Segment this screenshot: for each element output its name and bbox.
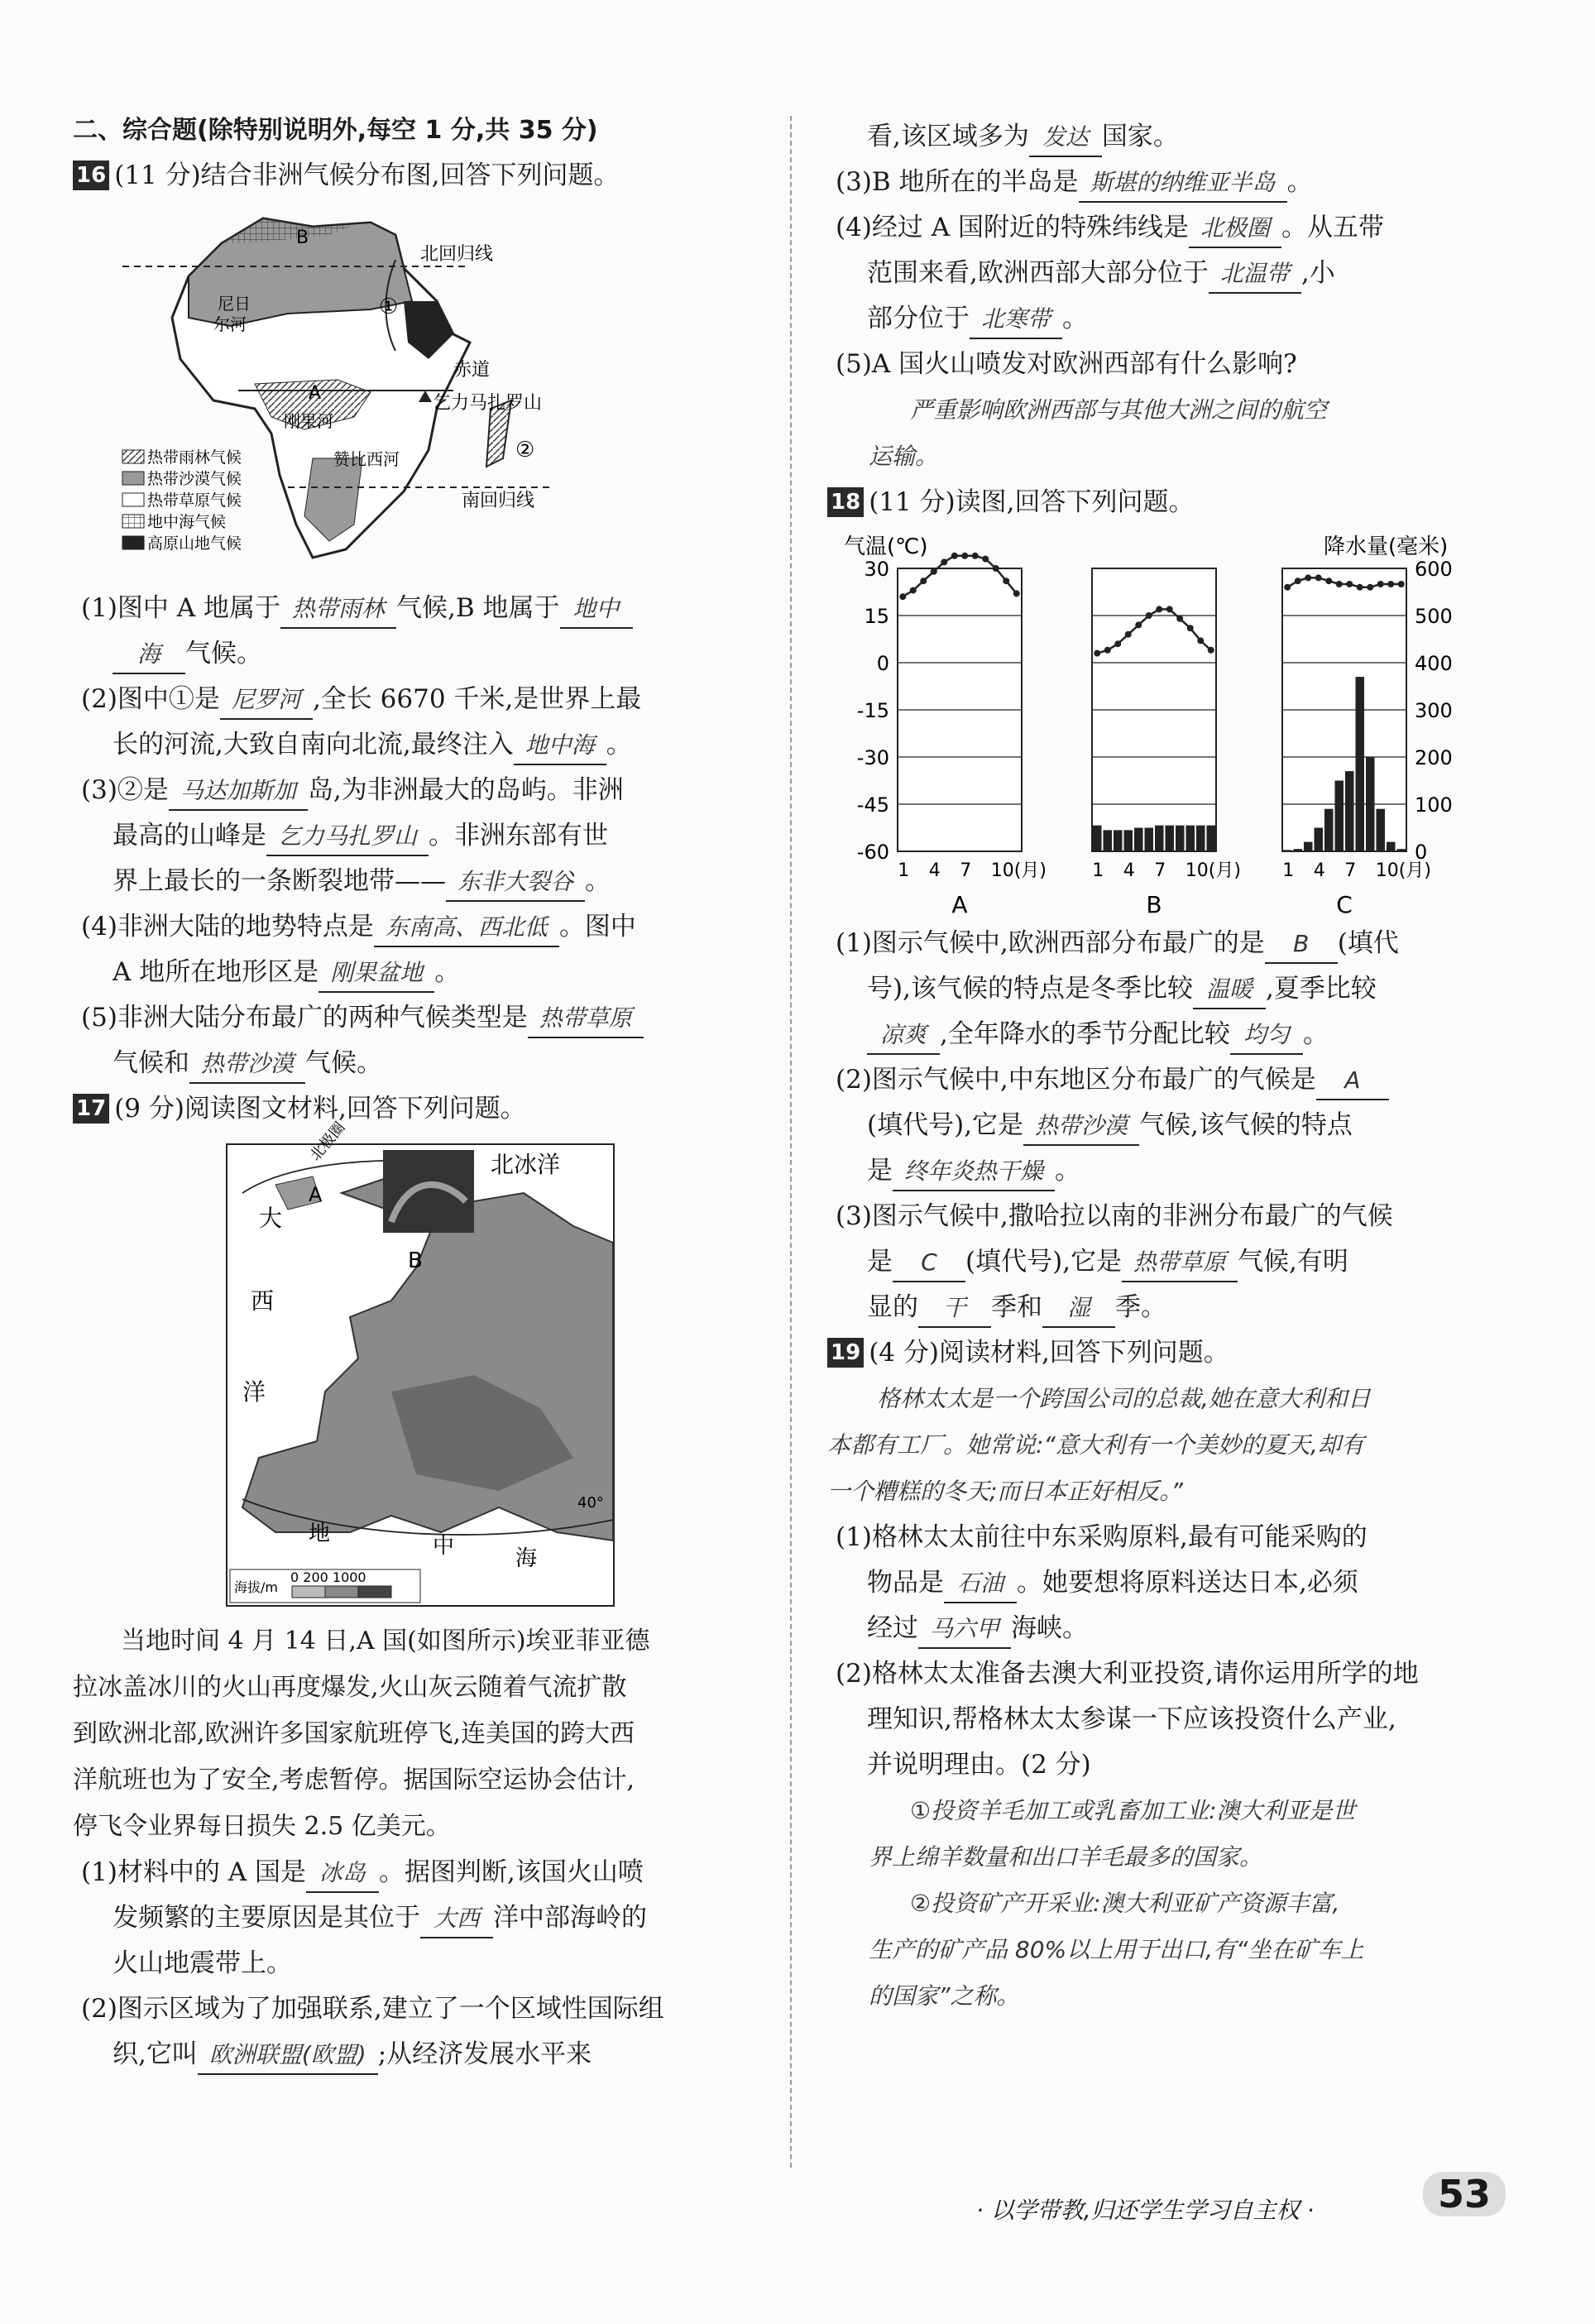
q17-p4: (4)经过 A 国附近的特殊纬线是 北极圈 。从五带 <box>827 205 1514 251</box>
map-label-niger-2: 尔河 <box>213 314 247 334</box>
x-tick-label: 7 <box>1344 860 1357 881</box>
temp-point <box>920 577 927 584</box>
temp-point <box>899 593 906 600</box>
q18-number: 18 <box>827 487 864 517</box>
map-label-arctic-circle: 北极圈 <box>306 1119 349 1165</box>
q17-p3: (3)B 地所在的半岛是 斯堪的纳维亚半岛 。 <box>827 160 1514 205</box>
answer-blank: B <box>1265 926 1338 964</box>
q16-p2: (2)图中①是 尼罗河 ,全长 6670 千米,是世界上最 <box>73 677 768 722</box>
svg-text:海拔/m: 海拔/m <box>234 1579 278 1595</box>
q18-p3: (3)图示气候中,撒哈拉以南的非洲分布最广的气候 <box>836 1201 1393 1231</box>
answer-blank: 地中海 <box>514 727 606 765</box>
q16-p5: (5)非洲大陆分布最广的两种气候类型是 热带草原 <box>73 995 768 1041</box>
climate-panel-a <box>898 553 1047 918</box>
temp-point <box>1176 616 1183 622</box>
q19-p1: (1)格林太太前往中东采购原料,最有可能采购的 <box>836 1522 1367 1552</box>
svg-text:热带雨林气候: 热带雨林气候 <box>147 448 242 467</box>
answer-blank: 大西 <box>420 1900 493 1938</box>
chart-panels <box>898 553 1431 918</box>
map-label-equator: 赤道 <box>453 360 491 381</box>
answer-blank: 欧洲联盟(欧盟) <box>198 2037 378 2075</box>
precip-bar <box>1345 771 1354 851</box>
climate-charts-svg <box>844 529 1489 918</box>
answer-blank: 热带雨林 <box>280 591 396 629</box>
footer-slogan: · 以学带教,归还学生学习自主权 · <box>976 2197 1315 2224</box>
answer-blank: 北温带 <box>1209 256 1301 294</box>
precip-bar <box>1356 677 1365 851</box>
panel-title: C <box>1336 891 1353 918</box>
panel-title: B <box>1146 891 1162 918</box>
europe-map-svg <box>226 1119 615 1607</box>
map-label-med1: 地 <box>309 1521 331 1546</box>
precip-axis-label: 降水量(毫米) <box>1324 534 1449 559</box>
answer-blank: 热带沙漠 <box>189 1046 305 1084</box>
answer-blank: 热带沙漠 <box>1023 1108 1139 1146</box>
precip-bar <box>1093 826 1102 851</box>
map-label-tropic-n: 北回归线 <box>420 244 494 265</box>
x-tick-label: 10(月) <box>1185 860 1241 881</box>
temp-point <box>1398 581 1405 587</box>
q16-p1: (1)图中 A 地属于 热带雨林 气候,B 地属于 地中 <box>73 586 768 631</box>
temp-point <box>1104 647 1111 654</box>
map-label-zambezi: 赞比西河 <box>333 449 400 469</box>
map-label-b: B <box>296 228 309 248</box>
map-label-lat: 40° <box>577 1494 604 1512</box>
x-tick-label: 7 <box>1154 860 1166 881</box>
precip-tick-label: 300 <box>1415 699 1453 722</box>
climate-panel-c <box>1282 568 1431 918</box>
precip-bar <box>1114 830 1123 851</box>
precip-tick-label: 600 <box>1415 558 1453 581</box>
answer-blank: 斯堪的纳维亚半岛 <box>1079 165 1287 203</box>
page-number: 53 <box>1423 2172 1506 2216</box>
map-label-kilimanjaro: 乞力马扎罗山 <box>433 393 543 414</box>
temp-tick-label: -60 <box>856 841 889 864</box>
climate-panel-b <box>1092 568 1241 918</box>
x-tick-label: 1 <box>1282 860 1295 881</box>
answer-blank: 湿 <box>1042 1290 1115 1328</box>
answer-blank: 海 <box>113 636 185 674</box>
temp-point <box>1197 637 1204 644</box>
q16-intro: 16 (11 分)结合非洲气候分布图,回答下列问题。 <box>73 153 768 199</box>
answer-blank: C <box>893 1244 965 1282</box>
precip-bar <box>1304 842 1313 851</box>
map-label-a: A <box>309 1183 323 1206</box>
map-label-med3: 海 <box>515 1546 538 1571</box>
europe-map <box>226 1119 768 1610</box>
panel-title: A <box>951 891 968 918</box>
africa-climate-map <box>122 210 768 577</box>
answer-blank: 乞力马扎罗山 <box>266 818 429 856</box>
temp-axis-label: 气温(℃) <box>844 534 928 559</box>
precip-tick-label: 500 <box>1415 605 1453 628</box>
precip-bar <box>1124 830 1133 851</box>
precip-bar <box>1186 826 1195 851</box>
q17-p5-answer-1: 严重影响欧洲西部与其他大洲之间的航空 <box>910 396 1328 424</box>
q19-p2: (2)格林太太准备去澳大利亚投资,请你运用所学的地 <box>836 1659 1419 1689</box>
x-tick-label: 4 <box>1313 860 1325 881</box>
precip-bar <box>1387 842 1396 851</box>
answer-blank: 热带草原 <box>528 1000 644 1038</box>
map-label-b: B <box>408 1248 423 1273</box>
precip-tick-label: 400 <box>1415 652 1453 675</box>
map-label-arctic: 北冰洋 <box>491 1151 561 1178</box>
map-label-atl3: 洋 <box>242 1378 266 1406</box>
svg-text:热带草原气候: 热带草原气候 <box>147 491 242 510</box>
right-column: 看,该区域多为 发达 国家。 (3)B 地所在的半岛是 斯堪的纳维亚半岛 。 (4)经过 A 国附近的特殊纬线是 北极圈 。从五带 范围来看,欧洲西部大部分位于 北温带 ,小 部分位于 北寒带 。 (5)A 国火山喷发对欧洲西部有什么影响? 严重影响欧洲西部与其他大洲之间的航空 运输。 18 (11 分)读图,回答下列问题。 气温(℃) 降水量(毫米) 30 15 0 -15 -30 -45 -60 600 500 400 300 200 100 0 1 4 7 10(月) A 1 4 7 10(月) B 1 4 7 10(月) C (1)图示气候中,欧洲西部分布最广的是 B (填代 号),该气候的特点是冬季比较 温暖 ,夏季比较 凉爽 ,全年降水的季节分配比较 均匀 。 (2)图示气候中,中东地区分布最广的气候是 A (填代号),它是 热带沙漠 气候,该气候的特点 是 终年炎热干燥 。 (3)图示气候中,撒哈拉以南的非洲分布最广的气候 是 C (填代号),它是 热带草原 气候,有明 显的 干 季和 湿 季。 19 (4 分)阅读材料,回答下列问题。 格林太太是一个跨国公司的总裁,她在意大利和日 本都有工厂。她常说:“意大利有一个美妙的夏天,却有 一个糟糕的冬天;而日本正好相反。” (1)格林太太前往中东采购原料,最有可能采购的 物品是 石油 。她要想将原料送达日本,必须 经过 马六甲 海峡。 (2)格林太太准备去澳大利亚投资,请你运用所学的地 理知识,帮格林太太参谋一下应该投资什么产业, 并说明理由。(2 分) ①投资羊毛加工或乳畜加工业:澳大利亚是世 界上绵羊数量和出口羊毛最多的国家。 ②投资矿产开采业:澳大利亚矿产资源丰富, 生产的矿产品 80%以上用于出口,有“坐在矿车上 的国家”之称。 <box>827 114 1514 2020</box>
volcano-photo <box>383 1150 474 1233</box>
q17-p5-answer-2: 运输。 <box>869 443 939 470</box>
precip-bar <box>1335 781 1344 852</box>
map-label-atl2: 西 <box>251 1287 275 1315</box>
x-tick-label: 4 <box>1123 860 1135 881</box>
precip-bar <box>1315 828 1324 852</box>
q16-number: 16 <box>73 161 109 190</box>
temp-point <box>972 553 979 559</box>
q17-number: 17 <box>73 1094 109 1124</box>
map-label-med2: 中 <box>433 1534 455 1559</box>
temp-point <box>1208 647 1214 654</box>
precip-bar <box>1155 826 1164 851</box>
q18-intro: 18 (11 分)读图,回答下列问题。 <box>827 480 1514 525</box>
answer-blank: 北寒带 <box>970 301 1062 339</box>
q17-p2: (2)图示区域为了加强联系,建立了一个区域性国际组 <box>81 1994 664 2024</box>
temp-ticks <box>857 558 889 864</box>
svg-text:0 200 1000: 0 200 1000 <box>290 1569 366 1585</box>
q16-p3: (3)②是 马达加斯加 岛,为非洲最大的岛屿。非洲 <box>73 768 768 813</box>
temp-tick-label: 0 <box>876 652 889 675</box>
q19-number: 19 <box>827 1338 864 1368</box>
q17-intro: 17 (9 分)阅读图文材料,回答下列问题。 <box>73 1086 768 1132</box>
answer-blank: 东南高、西北低 <box>374 909 559 947</box>
temp-tick-label: -30 <box>856 746 889 769</box>
temp-point <box>1295 577 1301 584</box>
temp-point <box>1156 606 1162 612</box>
svg-text:高原山地气候: 高原山地气候 <box>147 534 242 553</box>
answer-blank: 马达加斯加 <box>169 773 308 811</box>
answer-blank: 温暖 <box>1193 971 1266 1009</box>
africa-map-svg <box>122 210 619 574</box>
temp-point <box>1114 640 1121 647</box>
temp-point <box>1003 577 1009 584</box>
precip-bar <box>1104 830 1113 851</box>
map-label-congo: 刚果河 <box>284 411 333 431</box>
temp-point <box>1325 577 1332 584</box>
temp-point <box>1367 584 1373 591</box>
temp-point <box>1377 581 1384 587</box>
map-label-atl1: 大 <box>259 1205 283 1232</box>
temp-point <box>993 565 999 572</box>
answer-blank: 马六甲 <box>918 1611 1011 1649</box>
temp-point <box>1125 631 1132 638</box>
temp-tick-label: -45 <box>856 793 889 817</box>
temp-point <box>1135 621 1142 628</box>
answer-blank: A <box>1316 1062 1389 1100</box>
temp-point <box>1284 584 1291 591</box>
elevation-legend <box>230 1569 420 1603</box>
climate-charts <box>844 529 1514 921</box>
map-label-niger-1: 尼日 <box>218 294 251 314</box>
temp-tick-label: 30 <box>864 558 889 581</box>
q19-answer: ①投资羊毛加工或乳畜加工业:澳大利亚是世 界上绵羊数量和出口羊毛最多的国家。 ②投资矿产开采业:澳大利亚矿产资源丰富, 生产的矿产品 80%以上用于出口,有“坐在矿车上 的国家”之称。 <box>869 1797 1364 2010</box>
temp-point <box>910 587 917 594</box>
precip-tick-label: 100 <box>1415 793 1453 817</box>
answer-blank: 均匀 <box>1230 1017 1303 1055</box>
temp-point <box>1387 581 1394 587</box>
temp-point <box>1305 574 1311 581</box>
temp-point <box>931 568 937 575</box>
q19-material: 格林太太是一个跨国公司的总裁,她在意大利和日 本都有工厂。她常说:“意大利有一个美妙的夏天,却有 一个糟糕的冬天;而日本正好相反。” <box>827 1385 1371 1505</box>
q17-material: 当地时间 4 月 14 日,A 国(如图所示)埃亚菲亚德 拉冰盖冰川的火山再度爆发,火山灰云随着气流扩散 到欧洲北部,欧洲许多国家航班停飞,连美国的跨大西 洋航班也为了安全,考虑暂停。据国际空运协会估计, 停飞令业界每日损失 2.5 亿美元。 <box>73 1627 650 1841</box>
x-tick-label: 1 <box>898 860 910 881</box>
answer-blank: 热带草原 <box>1122 1244 1238 1282</box>
temp-point <box>941 558 947 565</box>
section-title: 二、综合题(除特别说明外,每空 1 分,共 35 分) <box>73 116 598 145</box>
map-label-a: A <box>309 383 322 404</box>
precip-ticks <box>1415 558 1453 864</box>
answer-blank: 东非大裂谷 <box>446 864 585 902</box>
left-column: 二、综合题(除特别说明外,每空 1 分,共 35 分) 16 (11 分)结合非洲气候分布图,回答下列问题。 B 北回归线 尼日 尔河 ① 赤道 A 乞力马扎罗山 刚果河 赞比西河 ② 南回归线 热带雨林气候 热带沙漠气候 热带草原气候 地中海气候 高原山地气候 (1)图中 A 地属于 热带雨林 气候,B 地属于 地中 海 气候。 (2)图中①是 尼罗河 ,全长 6670 千米,是世界上最 长的河流,大致自南向北流,最终注入 地中海 。 (3)②是 马达加斯加 岛,为非洲最大的岛屿。非洲 最高的山峰是 乞力马扎罗山 。非洲东部有世 界上最长的一条断裂地带—— 东非大裂谷 。 (4)非洲大陆的地势特点是 东南高、西北低 。图中 A 地所在地形区是 刚果盆地 。 (5)非洲大陆分布最广的两种气候类型是 热带草原 气候和 热带沙漠 气候。 17 (9 分)阅读图文材料,回答下列问题。 北冰洋 北极圈 A B 大 西 洋 地 中 海 40° 海拔/m 0 200 1000 当地时间 4 月 14 日,A 国(如图所示)埃亚菲亚德 拉冰盖冰川的火山再度爆发,火山灰云随着气流扩散 到欧洲北部,欧洲许多国家航班停飞,连美国的跨大西 洋航班也为了安全,考虑暂停。据国际空运协会估计, 停飞令业界每日损失 2.5 亿美元。 (1)材料中的 A 国是 冰岛 。据图判断,该国火山喷 发频繁的主要原因是其位于 大西 洋中部海岭的 火山地震带上。 (2)图示区域为了加强联系,建立了一个区域性国际组 织,它叫 欧洲联盟(欧盟) ;从经济发展水平来 <box>73 108 768 2077</box>
temp-point <box>1094 650 1100 657</box>
precip-bar <box>1397 849 1406 851</box>
map-label-circle1: ① <box>379 295 399 319</box>
x-tick-label: 10(月) <box>990 860 1047 881</box>
x-tick-label: 10(月) <box>1375 860 1431 881</box>
x-tick-label: 4 <box>928 860 941 881</box>
precip-tick-label: 200 <box>1415 746 1453 769</box>
temp-tick-label: 15 <box>864 605 889 628</box>
temp-tick-label: -15 <box>856 699 889 722</box>
precip-bar <box>1377 809 1386 851</box>
q16-p4: (4)非洲大陆的地势特点是 东南高、西北低 。图中 <box>73 904 768 950</box>
temp-point <box>1315 574 1322 581</box>
answer-blank: 发达 <box>1029 119 1102 157</box>
svg-text:地中海气候: 地中海气候 <box>147 513 227 531</box>
answer-blank: 石油 <box>944 1565 1017 1603</box>
answer-blank: 冰岛 <box>306 1855 379 1893</box>
q19-intro: 19 (4 分)阅读材料,回答下列问题。 <box>827 1330 1514 1376</box>
precip-bar <box>1283 850 1292 851</box>
temp-point <box>1346 581 1353 587</box>
map-legend <box>122 448 242 553</box>
temp-point <box>1187 625 1194 631</box>
answer-blank: 北极圈 <box>1189 210 1281 248</box>
temp-point <box>982 556 989 563</box>
answer-blank: 尼罗河 <box>220 682 313 720</box>
temp-point <box>1166 606 1173 612</box>
precip-bar <box>1166 826 1175 851</box>
temp-point <box>951 553 958 559</box>
answer-blank: 地中 <box>560 591 633 629</box>
svg-text:热带沙漠气候: 热带沙漠气候 <box>147 470 242 488</box>
temp-point <box>1357 584 1363 591</box>
precip-bar <box>1134 828 1143 852</box>
q17-p5: (5)A 国火山喷发对欧洲西部有什么影响? <box>836 349 1297 379</box>
q17-p1: (1)材料中的 A 国是 冰岛 。据图判断,该国火山喷 <box>73 1850 768 1895</box>
precip-bar <box>1196 826 1205 851</box>
answer-blank: 刚果盆地 <box>319 955 434 993</box>
precip-bar <box>1294 849 1303 851</box>
map-label-circle2: ② <box>515 438 535 462</box>
precip-bar <box>1145 828 1154 852</box>
precip-bar <box>1176 826 1185 851</box>
answer-blank: 终年炎热干燥 <box>893 1153 1055 1191</box>
precip-bar <box>1207 826 1216 851</box>
map-label-tropic-s: 南回归线 <box>462 491 535 511</box>
column-divider <box>790 116 792 2168</box>
temp-point <box>1336 581 1343 587</box>
precip-tick-label: 0 <box>1415 841 1428 864</box>
q18-p2: (2)图示气候中,中东地区分布最广的气候是 A <box>827 1057 1514 1103</box>
temp-point <box>961 553 968 559</box>
answer-blank: 干 <box>918 1290 991 1328</box>
precip-bar <box>1366 757 1375 851</box>
x-tick-label: 7 <box>960 860 972 881</box>
precip-bar <box>1324 809 1334 851</box>
temp-point <box>1013 590 1020 597</box>
q18-p1: (1)图示气候中,欧洲西部分布最广的是 B (填代 <box>827 921 1514 966</box>
x-tick-label: 1 <box>1092 860 1104 881</box>
temp-point <box>1146 612 1152 619</box>
answer-blank: 凉爽 <box>867 1017 940 1055</box>
